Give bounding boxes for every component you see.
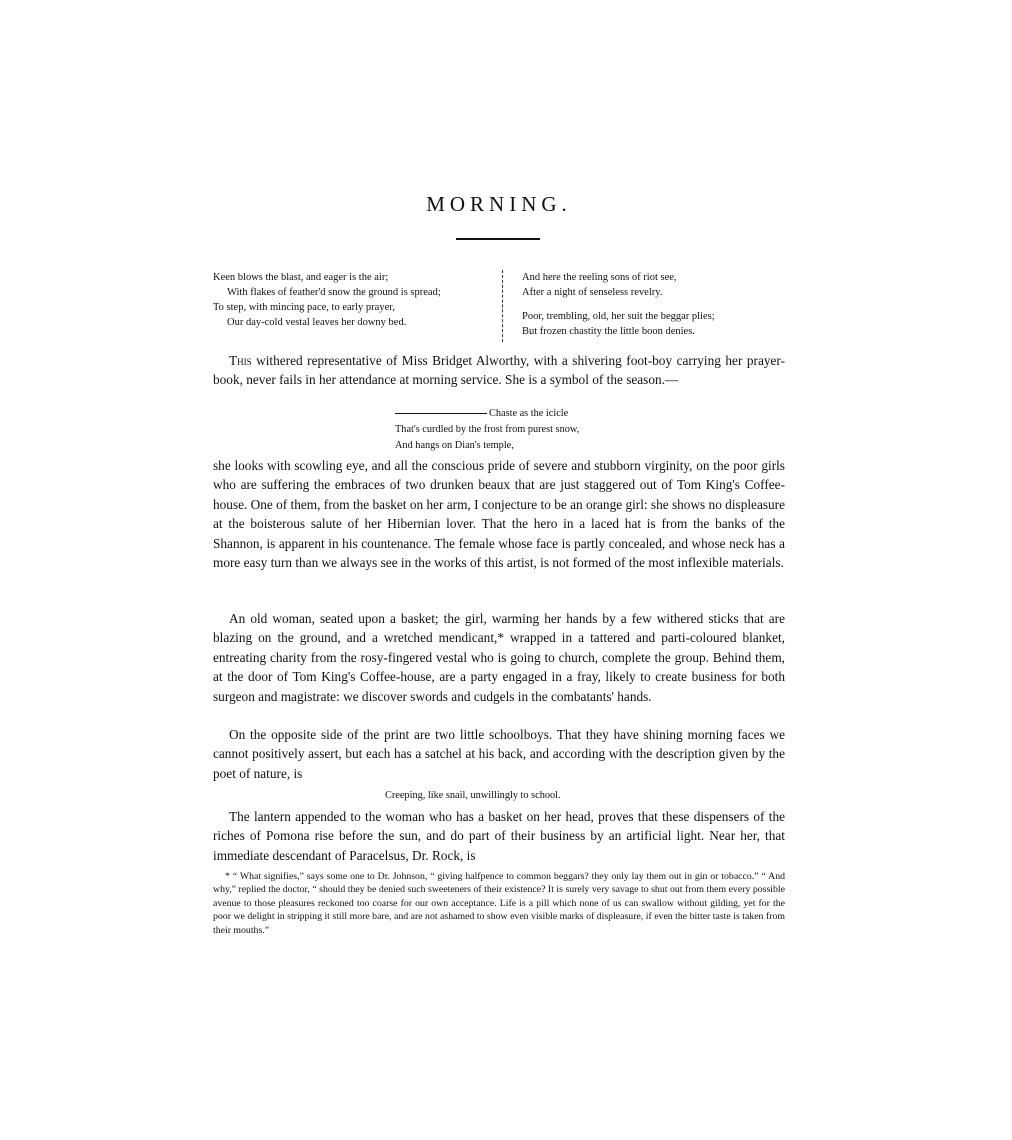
footnote [213,870,785,937]
poem-right-column [522,270,785,339]
quote-dash [395,413,487,414]
title-rule [456,238,540,240]
paragraph-2 [213,456,785,572]
epigraph-poem [213,270,785,346]
poem-line: But frozen chastity the little boon denies. [522,326,695,337]
footnote-text: * “ What signifies,” says some one to Dr. Johnson, “ giving halfpence to common beggars? they only lay them out in gin or tobacco.” “ And why,” replied the doctor, “ should they be denied such sweeteners of their existence? It is surely very savage to shut out from them every possible avenue to those pleasures reckoned too coarse for our own acceptance. Life is a pill which none of us can swallow without gilding, yet for the poor we delight in stripping it still more bare, and are not ashamed to show even visible marks of displeasure, if even the bitter taste is taken from their mouths.” [213,871,785,936]
paragraph-4 [213,725,785,783]
paragraph-text: she looks with scowling eye, and all the conscious pride of severe and stubborn virginity, on the poor girls who are suffering the embraces of two drunken beaux that are just staggered out of Tom King's Coffee-house. One of them, from the basket on her arm, I conjecture to be an orange girl: she shows no displeasure at the boisterous salute of her Hibernian lover. That the hero in a laced hat is from the banks of the Shannon, is apparent in his countenance. The female whose face is partly concealed, and whose neck has a more easy turn than we always see in the works of this artist, is not formed of the most inflexible materials. [213,458,785,571]
poem-divider [502,270,503,342]
quote-school: Creeping, like snail, unwillingly to school. [385,790,561,801]
paragraph-text: withered representative of Miss Bridget Alworthy, with a shivering foot-boy carrying her prayer-book, never fails in her attendance at morning service. She is a symbol of the season.— [213,353,785,388]
quote-shakespeare [395,406,579,454]
poem-line: To step, with mincing pace, to early prayer, [213,302,395,313]
paragraph-text: The lantern appended to the woman who has a basket on her head, proves that these dispensers of the riches of Pomona rise before the sun, and do part of their business by an artificial light. Near her, that immediate descendant of Paracelsus, Dr. Rock, is [213,809,785,863]
paragraph-1 [213,351,785,390]
poem-line: And here the reeling sons of riot see, [522,272,677,283]
page-title: MORNING. [426,192,572,216]
paragraph-text: An old woman, seated upon a basket; the girl, warming her hands by a few withered sticks that are blazing on the ground, and a wretched mendicant,* wrapped in a tattered and parti-coloured blanket, entreating charity from the rosy-fingered vestal who is going to church, complete the group. Behind them, at the door of Tom King's Coffee-house, are a party engaged in a fray, likely to create business for both surgeon and magistrate: we discover swords and cudgels in the combatants' hands. [213,611,785,704]
poem-line: Our day-cold vestal leaves her downy bed. [227,317,407,328]
paragraph-5 [213,807,785,865]
quote-line: And hangs on Dian's temple, [395,440,514,451]
quote-line: That's curdled by the frost from purest snow, [395,424,580,435]
poem-line: Poor, trembling, old, her suit the beggar plies; [522,311,715,322]
drop-word: This [229,353,252,368]
paragraph-text: On the opposite side of the print are two little schoolboys. That they have shining morning faces we cannot positively assert, but each has a satchel at his back, and according with the description given by the poet of nature, is [213,727,785,781]
poem-line: Keen blows the blast, and eager is the air; [213,272,389,283]
quote-line: Chaste as the icicle [489,408,569,419]
paragraph-3 [213,609,785,706]
poem-line: With flakes of feather'd snow the ground is spread; [227,287,441,298]
poem-line: After a night of senseless revelry. [522,287,663,298]
poem-left-column [213,270,498,330]
